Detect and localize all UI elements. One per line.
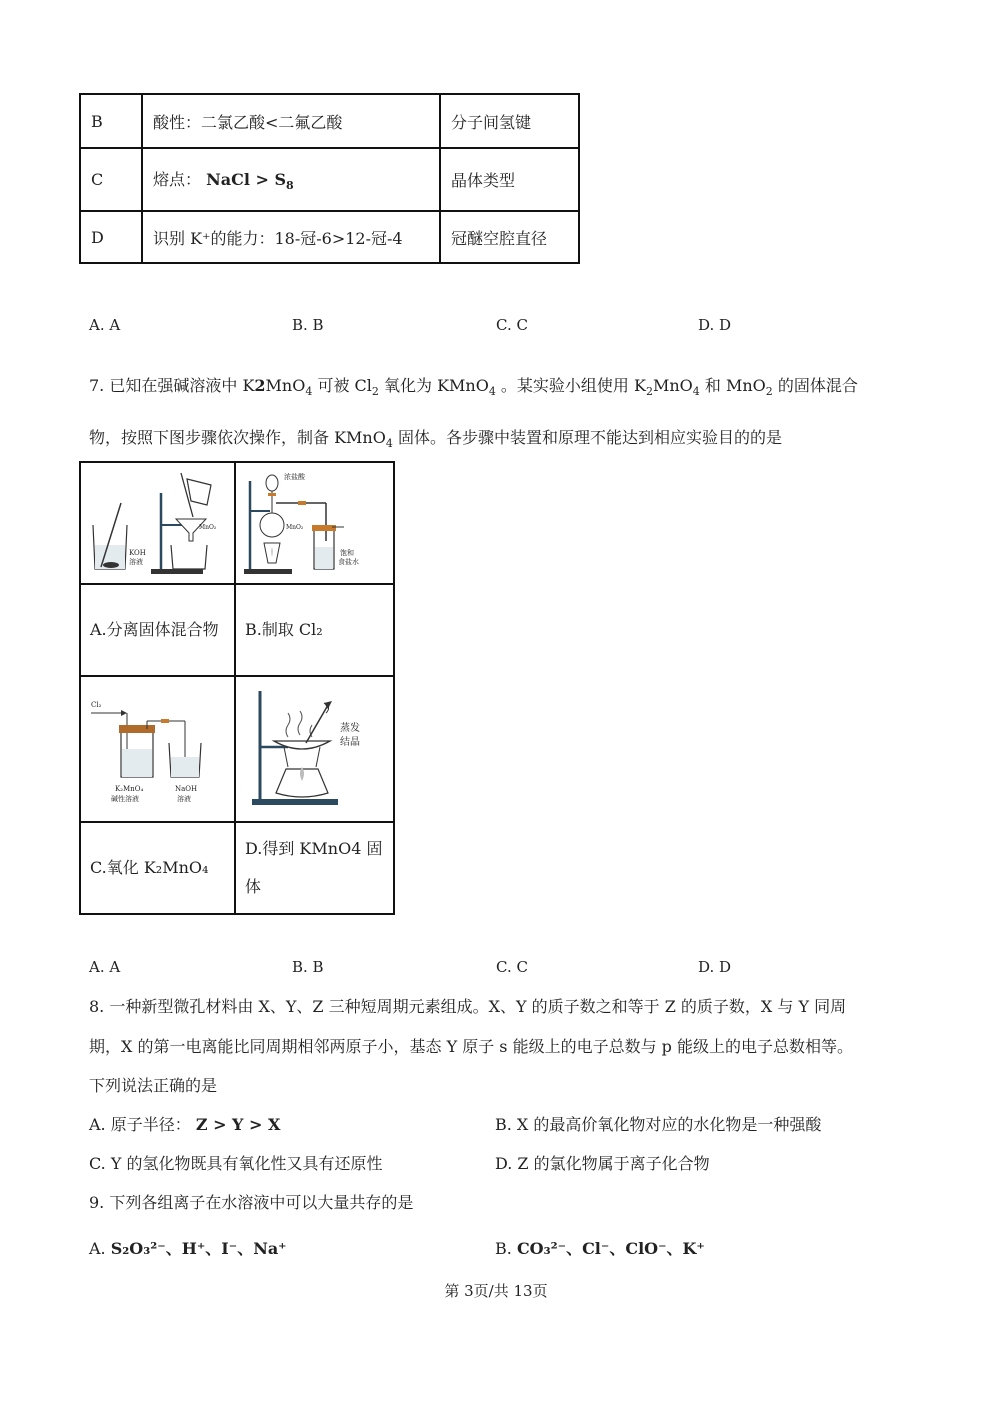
- svg-text:Cl₂: Cl₂: [91, 701, 102, 709]
- q6-option-c: C. C: [496, 316, 528, 334]
- property-table: [79, 93, 580, 264]
- page-footer: 第 3页/共 13页: [444, 1282, 548, 1300]
- q7-stem-line1: 7. 已知在强碱溶液中 K2MnO$_4$ 可被 $Cl_2$ 氧化为 KMnO$_4$ 。某实验小组使用 $K_2MnO_4$ 和 MnO$_2$ 的固体混合: [89, 376, 858, 399]
- svg-text:KOH: KOH: [129, 549, 146, 557]
- row-reason: 分子间氢键: [440, 94, 579, 148]
- q7-option-d: D. D: [698, 958, 732, 976]
- row-reason: 晶体类型: [440, 148, 579, 211]
- q6-option-b: B. B: [292, 316, 324, 334]
- svg-text:蒸发: 蒸发: [340, 723, 360, 734]
- caption-d: D.得到 KMnO4 固体: [235, 822, 394, 914]
- q8-option-a: A. 原子半径： Z > Y > X: [89, 1115, 281, 1134]
- apparatus-table: [79, 461, 395, 915]
- svg-text:MnO₂: MnO₂: [199, 524, 217, 531]
- row-statement: 酸性：二氯乙酸<二氟乙酸: [142, 94, 440, 148]
- q9-option-a: A. S₂O₃²⁻、H⁺、I⁻、Na⁺: [89, 1239, 287, 1258]
- evaporation-figure: [236, 677, 393, 817]
- figure-d-cell: [235, 676, 394, 822]
- caption-c: C.氧化 K₂MnO₄: [80, 822, 235, 914]
- svg-text:NaOH: NaOH: [175, 785, 198, 793]
- figure-b-cell: [235, 462, 394, 584]
- q7-option-b: B. B: [292, 958, 324, 976]
- row-reason: 冠醚空腔直径: [440, 211, 579, 263]
- row-option: B: [80, 94, 142, 148]
- svg-text:MnO₂: MnO₂: [286, 524, 304, 531]
- row-option: C: [80, 148, 142, 211]
- q9-option-b: B. CO₃²⁻、Cl⁻、ClO⁻、K⁺: [495, 1239, 705, 1258]
- q7-stem-line2: 物，按照下图步骤依次操作，制备 KMnO$_4$ 固体。各步骤中装置和原理不能达到相应实验目的的是: [89, 428, 782, 451]
- q9-stem: 9. 下列各组离子在水溶液中可以大量共存的是: [89, 1193, 414, 1212]
- svg-text:溶液: 溶液: [177, 795, 191, 803]
- oxidation-figure: [81, 677, 234, 817]
- q8-stem-line3: 下列说法正确的是: [89, 1076, 218, 1095]
- svg-text:浓盐酸: 浓盐酸: [284, 473, 305, 481]
- svg-text:结晶: 结晶: [340, 737, 360, 748]
- q7-option-a: A. A: [89, 958, 121, 976]
- q8-stem-line1: 8. 一种新型微孔材料由 X、Y、Z 三种短周期元素组成。X、Y 的质子数之和等于 Z 的质子数，X 与 Y 同周: [89, 997, 847, 1016]
- row-option: D: [80, 211, 142, 263]
- q8-option-b: B. X 的最高价氧化物对应的水化物是一种强酸: [495, 1115, 822, 1134]
- q7-option-c: C. C: [496, 958, 528, 976]
- q6-option-a: A. A: [89, 316, 121, 334]
- svg-text:溶液: 溶液: [129, 558, 143, 566]
- caption-a: A.分离固体混合物: [80, 584, 235, 676]
- svg-text:饱和: 饱和: [340, 549, 354, 557]
- svg-text:碱性溶液: 碱性溶液: [111, 795, 139, 803]
- caption-b: B.制取 Cl₂: [235, 584, 394, 676]
- q6-option-d: D. D: [698, 316, 732, 334]
- svg-text:食盐水: 食盐水: [338, 558, 359, 566]
- svg-text:K₂MnO₄: K₂MnO₄: [115, 785, 144, 793]
- row-statement: 熔点： NaCl > $S_8$: [142, 148, 440, 211]
- filtration-figure: [81, 463, 234, 579]
- row-statement: 识别 K⁺的能力：18-冠-6>12-冠-4: [142, 211, 440, 263]
- figure-c-cell: [80, 676, 235, 822]
- q8-stem-line2: 期，X 的第一电离能比同周期相邻两原子小，基态 Y 原子 s 能级上的电子总数与 p 能级上的电子总数相等。: [89, 1037, 854, 1056]
- q8-option-d: D. Z 的氯化物属于离子化合物: [495, 1154, 710, 1173]
- q8-option-c: C. Y 的氢化物既具有氧化性又具有还原性: [89, 1154, 383, 1173]
- chlorine-generator-figure: [236, 463, 393, 579]
- figure-a-cell: [80, 462, 235, 584]
